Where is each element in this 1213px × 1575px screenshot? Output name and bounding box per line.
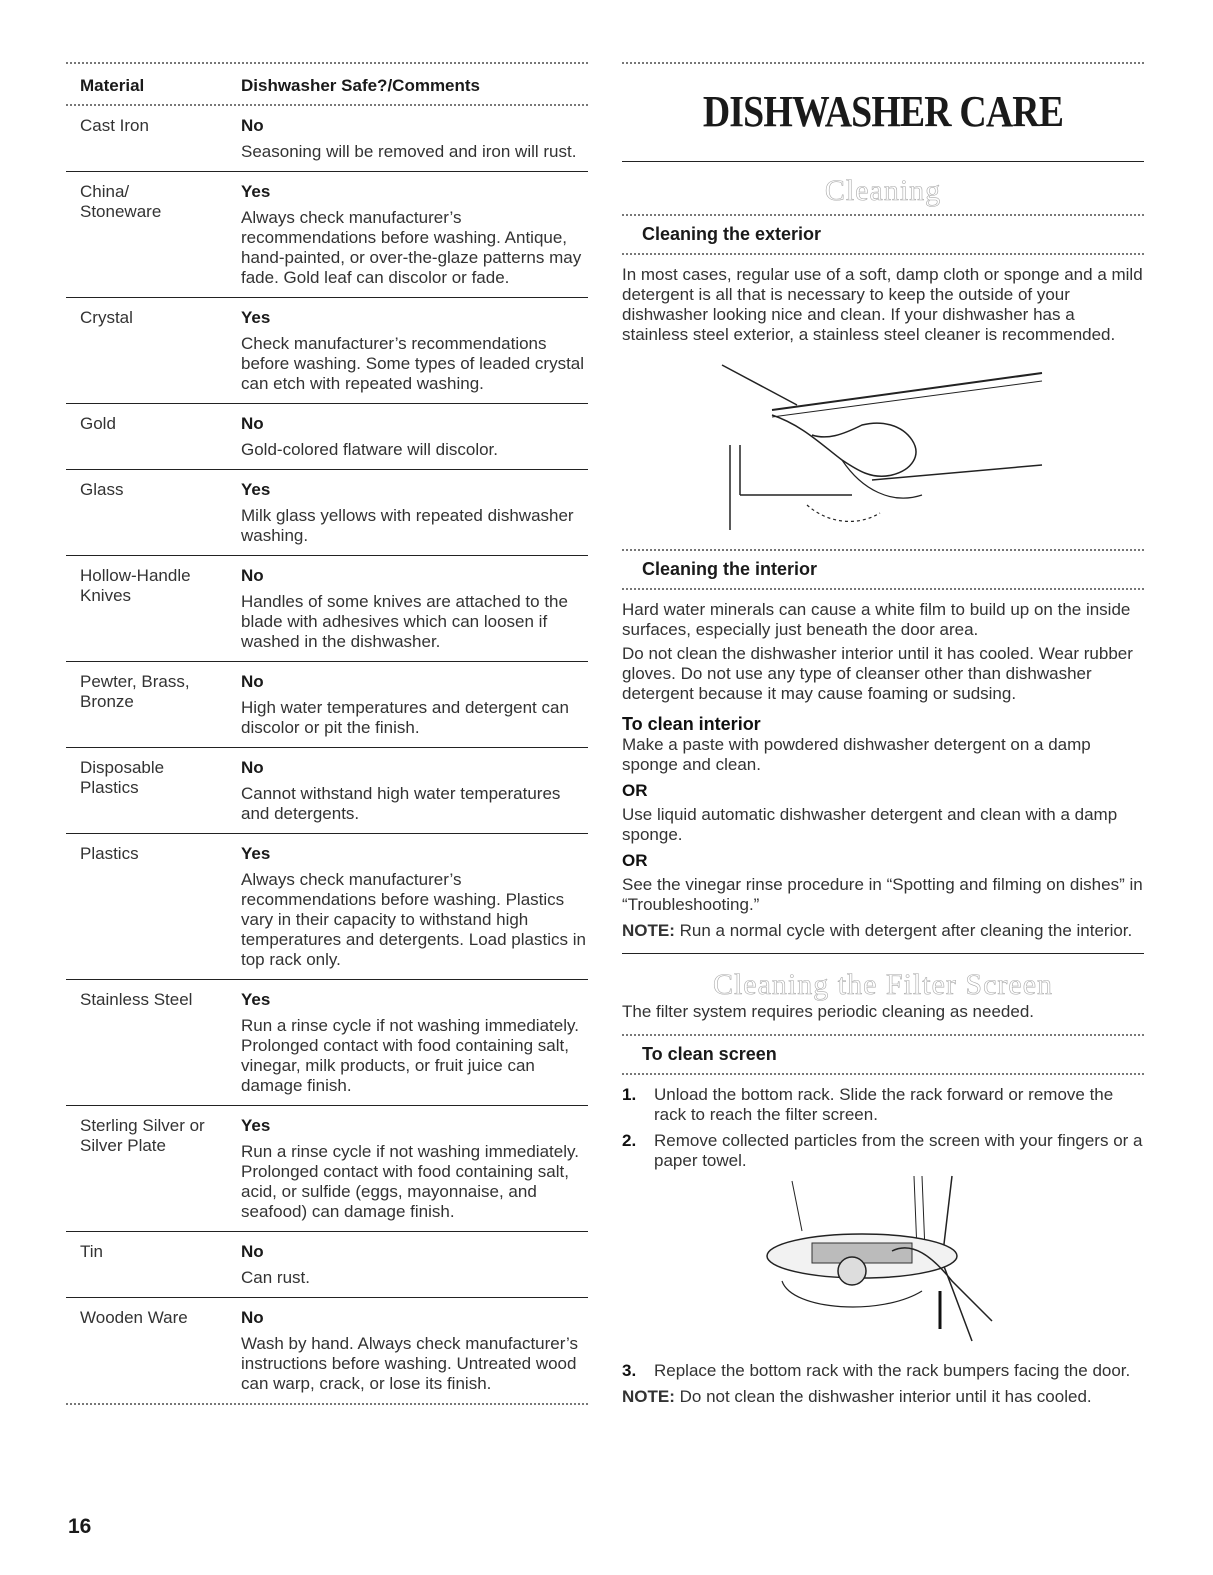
filter-intro: The filter system requires periodic cleaning as needed. (622, 1002, 1034, 1021)
exterior-illustration (622, 345, 1144, 535)
table-row (66, 470, 588, 556)
safe-answer: No (241, 758, 264, 777)
comment-text: Run a rinse cycle if not washing immediately. Prolonged contact with food containing salt, vinegar, milk products, or fruit juice can damage finish. (241, 1016, 579, 1095)
filter-rule (622, 953, 1144, 954)
step-text: Unload the bottom rack. Slide the rack forward or remove the rack to reach the filter screen. (654, 1085, 1114, 1124)
header-comments: Dishwasher Safe?/Comments (241, 76, 481, 95)
care-section (622, 62, 1144, 1407)
table-row (66, 298, 588, 404)
table-row (66, 106, 588, 172)
safe-answer: Yes (241, 308, 271, 327)
comment-cell (241, 758, 588, 824)
title-rule (622, 161, 1144, 162)
table-row (66, 662, 588, 748)
material-cell: Cast Iron (80, 116, 149, 135)
table-row (66, 834, 588, 980)
safe-answer: No (241, 1308, 264, 1327)
table-body (66, 106, 588, 1403)
table-row (66, 980, 588, 1106)
safe-answer: Yes (241, 1116, 271, 1135)
safe-answer: No (241, 672, 264, 691)
comment-text: Milk glass yellows with repeated dishwasher washing. (241, 506, 574, 545)
interior-step-1: Make a paste with powdered dishwasher detergent on a damp sponge and clean. (622, 735, 1091, 774)
title-top-rule (622, 62, 1144, 64)
comment-text: Run a rinse cycle if not washing immediately. Prolonged contact with food containing salt, acid, or sulfide (eggs, mayonnaise, and seafood) can damage finish. (241, 1142, 579, 1221)
hand-wiping-door-image (622, 345, 1144, 535)
material-cell: Hollow-Handle Knives (80, 566, 191, 605)
comment-text: Check manufacturer’s recommendations before washing. Some types of leaded crystal can etch with repeated washing. (241, 334, 585, 393)
comment-cell (241, 308, 588, 394)
material-cell: China/ Stoneware (80, 182, 162, 221)
comment-cell (241, 1242, 588, 1288)
step-number: 1. (622, 1085, 637, 1104)
comment-cell (241, 566, 588, 652)
step-item (622, 1131, 1144, 1171)
page-title: DISHWASHER CARE (702, 87, 1064, 136)
interior-heading: Cleaning the interior (642, 559, 818, 579)
cleaning-heading: Cleaning (824, 174, 942, 207)
material-cell: Crystal (80, 308, 133, 327)
interior-bottom-rule (622, 588, 1144, 590)
comment-cell (241, 480, 588, 546)
comment-cell (241, 844, 588, 970)
filter-illustration (622, 1171, 1144, 1351)
comment-text: Gold-colored flatware will discolor. (241, 440, 498, 459)
comment-text: Wash by hand. Always check manufacturer’s instructions before washing. Untreated wood can warp, crack, or lose its finish. (241, 1334, 579, 1393)
safe-answer: No (241, 116, 264, 135)
screen-bottom-rule (622, 1073, 1144, 1075)
comment-cell (241, 414, 588, 460)
step-item (622, 1085, 1144, 1125)
safe-answer: Yes (241, 480, 271, 499)
material-cell: Stainless Steel (80, 990, 193, 1009)
note-2-text: Do not clean the dishwasher interior until it has cooled. (674, 1387, 1092, 1406)
comment-cell (241, 182, 588, 288)
material-table (66, 62, 588, 1405)
step-text: Replace the bottom rack with the rack bumpers facing the door. (654, 1361, 1131, 1380)
to-clean-interior-heading: To clean interior (622, 714, 761, 734)
note-2 (622, 1387, 1144, 1407)
note-1-label: NOTE: (622, 921, 675, 940)
comment-text: Can rust. (241, 1268, 310, 1287)
comment-text: Always check manufacturer’s recommendations before washing. Antique, hand-painted, or over-the-glaze patterns may fade. Gold leaf can discolor or fade. (241, 208, 582, 287)
comment-cell (241, 990, 588, 1096)
comment-text: Cannot withstand high water temperatures and detergents. (241, 784, 561, 823)
table-header (66, 64, 588, 104)
to-clean-screen-heading: To clean screen (642, 1044, 777, 1064)
comment-text: Handles of some knives are attached to the blade with adhesives which can loosen if washed in the dishwasher. (241, 592, 568, 651)
or-label-2: OR (622, 851, 648, 870)
step-item (622, 1361, 1144, 1381)
comment-text: High water temperatures and detergent can discolor or pit the finish. (241, 698, 569, 737)
interior-paragraph-2: Do not clean the dishwasher interior until it has cooled. Wear rubber gloves. Do not use any type of cleanser other than dishwasher detergent because it may cause foaming or sudsing. (622, 644, 1133, 703)
safe-answer: No (241, 566, 264, 585)
interior-step-3: See the vinegar rinse procedure in “Spotting and filming on dishes” in “Troubleshooting.” (622, 875, 1143, 914)
comment-cell (241, 1116, 588, 1222)
comment-text: Seasoning will be removed and iron will rust. (241, 142, 577, 161)
table-row (66, 1106, 588, 1232)
safe-answer: No (241, 414, 264, 433)
table-bottom-rule (66, 1403, 588, 1405)
table-row (66, 748, 588, 834)
table-row (66, 556, 588, 662)
step-number: 3. (622, 1361, 637, 1380)
note-1-text: Run a normal cycle with detergent after cleaning the interior. (674, 921, 1133, 940)
material-cell: Glass (80, 480, 124, 499)
material-cell: Wooden Ware (80, 1308, 188, 1327)
filter-screen-image (622, 1171, 1144, 1351)
note-2-label: NOTE: (622, 1387, 675, 1406)
note-1 (622, 921, 1144, 941)
material-cell: Disposable Plastics (80, 758, 165, 797)
screen-steps (622, 1085, 1144, 1171)
material-cell: Tin (80, 1242, 103, 1261)
step-text: Remove collected particles from the screen with your fingers or a paper towel. (654, 1131, 1143, 1170)
interior-paragraph-1: Hard water minerals can cause a white film to build up on the inside surfaces, especially just beneath the door area. (622, 600, 1131, 639)
comment-cell (241, 1308, 588, 1394)
header-material: Material (80, 76, 145, 95)
material-cell: Pewter, Brass, Bronze (80, 672, 190, 711)
table-row (66, 1298, 588, 1403)
exterior-text: In most cases, regular use of a soft, damp cloth or sponge and a mild detergent is all that is necessary to keep the outside of your dishwasher looking nice and clean. If your dishwasher has a stainless steel exterior, a stainless steel cleaner is recommended. (622, 265, 1143, 344)
screen-steps-continued (622, 1361, 1144, 1381)
exterior-bottom-rule (622, 253, 1144, 255)
comment-cell (241, 672, 588, 738)
interior-step-2: Use liquid automatic dishwasher detergent and clean with a damp sponge. (622, 805, 1118, 844)
safe-answer: Yes (241, 990, 271, 1009)
or-label-1: OR (622, 781, 648, 800)
material-cell: Sterling Silver or Silver Plate (80, 1116, 205, 1155)
filter-heading: Cleaning the Filter Screen (712, 968, 1054, 1001)
table-row (66, 172, 588, 298)
page-number: 16 (68, 1515, 92, 1538)
safe-answer: No (241, 1242, 264, 1261)
material-cell: Plastics (80, 844, 139, 863)
comment-text: Always check manufacturer’s recommendations before washing. Plastics vary in their capacity to withstand high temperatures and detergents. Load plastics in top rack only. (241, 870, 586, 969)
safe-answer: Yes (241, 182, 271, 201)
comment-cell (241, 116, 588, 162)
table-row (66, 1232, 588, 1298)
step-number: 2. (622, 1131, 637, 1150)
exterior-heading: Cleaning the exterior (642, 224, 822, 244)
table-row (66, 404, 588, 470)
safe-answer: Yes (241, 844, 271, 863)
material-cell: Gold (80, 414, 116, 433)
